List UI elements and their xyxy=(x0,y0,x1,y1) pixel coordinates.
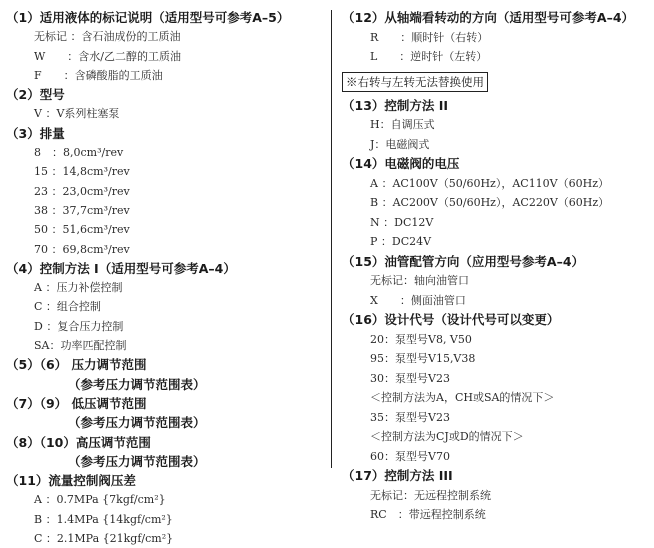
remote-item-none: 无标记：无远程控制系统 xyxy=(370,488,491,502)
voltage-item-b: B ：AC200V（50/60Hz），AC220V（60Hz） xyxy=(370,196,610,209)
section-2-heading: （2）型号 xyxy=(6,87,65,103)
design-note-a-ch-sa: ＜控制方法为A，CH或SA的情况下＞ xyxy=(370,391,555,404)
pressure-diff-item-b: B ：1.4MPa {14kgf/cm²} xyxy=(34,512,173,526)
section-1-heading: （1）适用液体的标记说明（适用型号可参考A–5） xyxy=(6,10,290,25)
section-4-heading: （4）控制方法 I（适用型号可参考A–4） xyxy=(6,260,236,276)
column-divider xyxy=(331,10,332,468)
remote-item-rc: RC ：带远程控制系统 xyxy=(370,508,486,521)
section-5-heading: （5）（6） 压力调节范围 xyxy=(6,357,147,373)
section-12-heading: （12）从轴端看转动的方向（适用型号可参考A–4） xyxy=(342,10,635,25)
displacement-item-8: 8 ：8,0cm³/rev xyxy=(34,146,124,160)
control2-item-j: J：电磁阀式 xyxy=(370,137,430,151)
section-7-heading: （7）（9） 低压调节范围 xyxy=(6,395,147,411)
voltage-item-a: A ：AC100V（50/60Hz），AC110V（60Hz） xyxy=(370,176,610,190)
displacement-item-50: 50 ：51,6cm³/rev xyxy=(34,223,130,237)
pressure-diff-item-c: C ：2.1MPa {21kgf/cm²} xyxy=(34,532,174,546)
port-item-x: X ：侧面油管口 xyxy=(370,293,466,307)
section-15-heading: （15）油管配管方向（应用型号参考A–4） xyxy=(342,253,585,269)
design-item-95: 95：泵型号V15,V38 xyxy=(370,352,476,365)
fluid-item-none: 无标记 ：含石油成份的工质油 xyxy=(34,30,181,44)
section-13-heading: （13）控制方法 II xyxy=(342,97,449,113)
section-8-reference: （参考压力调节范围表） xyxy=(68,453,206,469)
section-5-reference: （参考压力调节范围表） xyxy=(68,376,206,392)
section-17-heading: （17）控制方法 III xyxy=(342,468,453,483)
rotation-note-wrapper xyxy=(342,69,648,93)
control2-item-h: H：自调压式 xyxy=(370,118,435,131)
port-item-none: 无标记：轴向油管口 xyxy=(370,274,469,287)
fluid-item-w: W ：含水/乙二醇的工质油 xyxy=(34,49,182,63)
design-item-35: 35：泵型号V23 xyxy=(370,410,450,424)
fluid-item-f: F ：含磷酸脂的工质油 xyxy=(34,68,163,82)
model-item-v: V ：V系列柱塞泵 xyxy=(34,107,120,121)
design-item-20: 20：泵型号V8, V50 xyxy=(370,332,472,346)
displacement-item-15: 15 ：14,8cm³/rev xyxy=(34,165,130,179)
design-item-30: 30：泵型号V23 xyxy=(370,371,450,385)
right-column xyxy=(342,8,648,525)
displacement-item-23: 23 ：23,0cm³/rev xyxy=(34,184,130,198)
design-note-cj-d: ＜控制方法为CJ或D的情况下＞ xyxy=(370,430,524,443)
design-item-60: 60：泵型号V70 xyxy=(370,449,450,463)
rotation-note-box: ※右转与左转无法替换使用 xyxy=(342,72,488,92)
control-item-c: C ：组合控制 xyxy=(34,300,101,314)
pressure-diff-item-a: A ：0.7MPa {7kgf/cm²} xyxy=(34,493,166,507)
rotation-item-r: R ：顺时针（右转） xyxy=(370,30,489,44)
section-11-heading: （11）流量控制阀压差 xyxy=(6,473,136,489)
section-3-heading: （3）排量 xyxy=(6,125,65,141)
rotation-item-l: L ：逆时针（左转） xyxy=(370,50,488,63)
left-column xyxy=(6,8,328,548)
section-7-reference: （参考压力调节范围表） xyxy=(68,415,206,431)
displacement-item-38: 38 ：37,7cm³/rev xyxy=(34,203,130,217)
control-item-a: A ：压力补偿控制 xyxy=(34,281,123,295)
displacement-item-70: 70 ：69,8cm³/rev xyxy=(34,242,130,256)
control-item-d: D ：复合压力控制 xyxy=(34,319,124,333)
voltage-item-p: P ：DC24V xyxy=(370,235,432,248)
section-16-heading: （16）设计代号（设计代号可以变更） xyxy=(342,312,560,327)
voltage-item-n: N ：DC12V xyxy=(370,215,434,229)
control-item-sa: SA：功率匹配控制 xyxy=(34,339,127,353)
section-14-heading: （14）电磁阀的电压 xyxy=(342,156,460,171)
section-8-heading: （8）（10）高压调节范围 xyxy=(6,434,151,450)
